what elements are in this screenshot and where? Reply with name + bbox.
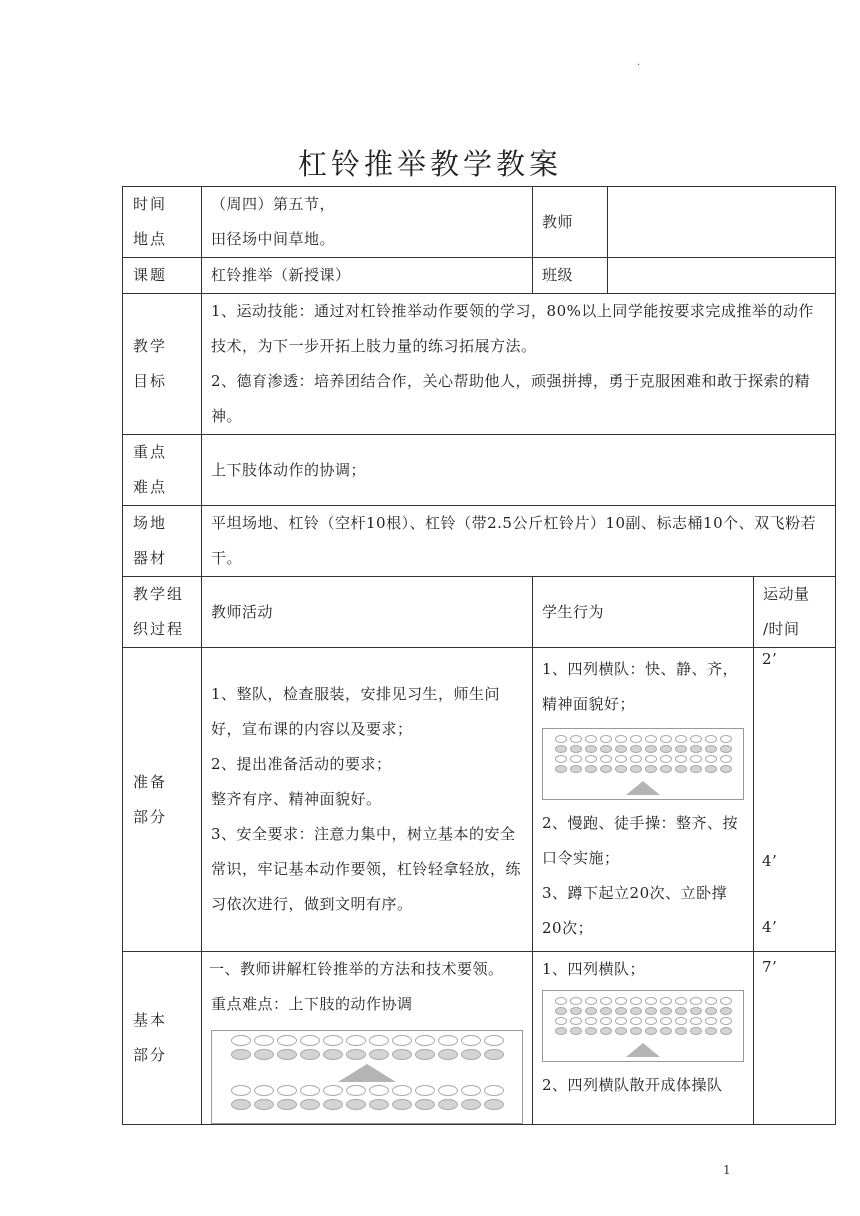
student-marker <box>705 1027 717 1035</box>
student-marker <box>600 755 612 763</box>
student-marker <box>585 1007 597 1015</box>
basic-time-1: 7’ <box>762 958 778 976</box>
class-value <box>608 258 836 294</box>
teacher-value <box>608 187 836 258</box>
student-marker <box>369 1085 389 1096</box>
student-marker <box>705 1017 717 1025</box>
student-marker <box>585 745 597 753</box>
student-marker <box>277 1085 297 1096</box>
student-marker <box>392 1085 412 1096</box>
lesson-plan-table <box>122 186 836 1125</box>
student-marker <box>231 1085 251 1096</box>
student-marker <box>600 765 612 773</box>
student-marker <box>323 1085 343 1096</box>
student-marker <box>555 765 567 773</box>
row-equipment <box>123 506 836 577</box>
student-marker <box>675 765 687 773</box>
class-label: 班级 <box>533 258 608 294</box>
student-marker <box>660 745 672 753</box>
student-marker <box>585 765 597 773</box>
student-marker <box>300 1049 320 1060</box>
student-marker <box>660 765 672 773</box>
student-marker <box>705 755 717 763</box>
student-marker <box>690 997 702 1005</box>
basic-student-behavior: 1、四列横队； 2、四列横队散开成体操队 <box>533 952 754 1125</box>
student-marker <box>600 1017 612 1025</box>
student-marker <box>600 735 612 743</box>
student-marker <box>461 1099 481 1110</box>
student-marker <box>705 1007 717 1015</box>
objectives-value: 1、运动技能：通过对杠铃推举动作要领的学习，80%以上同学能按要求完成推举的动作技术，为下一步开拓上肢力量的练习拓展方法。 2、德育渗透：培养团结合作，关心帮助他人，顽强拼搏，勇于克服困难和敢于探索的精神。 <box>202 294 836 435</box>
teacher-position-marker <box>338 1064 396 1082</box>
student-marker <box>277 1035 297 1046</box>
student-marker <box>645 765 657 773</box>
student-marker <box>690 1007 702 1015</box>
page-number: 1 <box>723 1163 731 1177</box>
teacher-position-marker <box>626 1043 660 1057</box>
student-marker <box>300 1035 320 1046</box>
topic-value: 杠铃推举（新授课） <box>202 258 533 294</box>
row-prep <box>123 648 836 952</box>
student-marker <box>720 1027 732 1035</box>
prep-time-1: 2’ <box>762 650 778 668</box>
student-marker <box>484 1099 504 1110</box>
student-marker <box>645 997 657 1005</box>
teacher-activity-header: 教师活动 <box>202 577 533 648</box>
student-marker <box>630 755 642 763</box>
student-marker <box>630 1007 642 1015</box>
student-marker <box>690 765 702 773</box>
formation-row <box>543 735 743 743</box>
formation-row <box>543 997 743 1005</box>
student-marker <box>690 755 702 763</box>
student-marker <box>300 1099 320 1110</box>
student-marker <box>585 755 597 763</box>
student-marker <box>555 1007 567 1015</box>
formation-row <box>543 1027 743 1035</box>
student-marker <box>645 1027 657 1035</box>
student-marker <box>630 1027 642 1035</box>
student-marker <box>484 1085 504 1096</box>
student-marker <box>570 997 582 1005</box>
student-marker <box>615 1027 627 1035</box>
student-marker <box>369 1035 389 1046</box>
time-place-label: 时间 地点 <box>123 187 202 258</box>
key-points-label: 重点 难点 <box>123 435 202 506</box>
equipment-value: 平坦场地、杠铃（空杆10根）、杠铃（带2.5公斤杠铃片）10副、标志桶10个、双飞粉若干。 <box>202 506 836 577</box>
student-marker <box>660 1027 672 1035</box>
student-marker <box>720 735 732 743</box>
equipment-label: 场地 器材 <box>123 506 202 577</box>
student-marker <box>585 735 597 743</box>
student-marker <box>645 745 657 753</box>
prep-student-behavior: 1、四列横队：快、静、齐，精神面貌好； 2、慢跑、徒手操：整齐、按口令实施； 3、蹲下起立20次、立卧撑20次； <box>533 648 754 952</box>
student-marker <box>645 735 657 743</box>
topic-label: 课题 <box>123 258 202 294</box>
student-marker <box>346 1085 366 1096</box>
teacher-label: 教师 <box>533 187 608 258</box>
student-marker <box>570 1017 582 1025</box>
student-marker <box>438 1099 458 1110</box>
student-marker <box>438 1035 458 1046</box>
student-marker <box>484 1035 504 1046</box>
formation-row <box>543 755 743 763</box>
row-basic <box>123 952 836 1125</box>
basic-times <box>754 952 836 1125</box>
student-marker <box>675 997 687 1005</box>
student-marker <box>600 1027 612 1035</box>
student-marker <box>720 997 732 1005</box>
student-marker <box>555 997 567 1005</box>
student-marker <box>630 765 642 773</box>
student-marker <box>675 1017 687 1025</box>
student-marker <box>323 1049 343 1060</box>
student-marker <box>570 1007 582 1015</box>
row-key-points <box>123 435 836 506</box>
student-marker <box>570 755 582 763</box>
process-header: 教学组 织过程 <box>123 577 202 648</box>
student-marker <box>555 735 567 743</box>
header-mark: · <box>637 60 641 71</box>
student-marker <box>615 745 627 753</box>
four-row-formation-diagram <box>542 728 744 800</box>
student-marker <box>555 1017 567 1025</box>
student-marker <box>570 765 582 773</box>
student-marker <box>570 1027 582 1035</box>
prep-label: 准备 部分 <box>123 648 202 952</box>
student-marker <box>369 1049 389 1060</box>
student-marker <box>415 1099 435 1110</box>
student-marker <box>705 735 717 743</box>
student-marker <box>570 735 582 743</box>
objectives-label: 教学 目标 <box>123 294 202 435</box>
row-objectives <box>123 294 836 435</box>
student-marker <box>720 745 732 753</box>
teaching-formation-diagram <box>211 1030 523 1124</box>
student-marker <box>585 1017 597 1025</box>
student-marker <box>660 1017 672 1025</box>
student-marker <box>555 755 567 763</box>
student-marker <box>231 1049 251 1060</box>
student-marker <box>615 765 627 773</box>
page-title: 杠铃推举教学教案 <box>297 147 562 181</box>
student-marker <box>615 1017 627 1025</box>
student-marker <box>570 745 582 753</box>
student-marker <box>231 1035 251 1046</box>
student-marker <box>277 1049 297 1060</box>
student-marker <box>660 997 672 1005</box>
student-marker <box>254 1099 274 1110</box>
student-marker <box>438 1085 458 1096</box>
student-marker <box>600 1007 612 1015</box>
student-marker <box>720 765 732 773</box>
student-marker <box>300 1085 320 1096</box>
student-marker <box>277 1099 297 1110</box>
student-marker <box>438 1049 458 1060</box>
student-marker <box>645 755 657 763</box>
student-marker <box>369 1099 389 1110</box>
teacher-position-marker <box>626 781 660 795</box>
student-marker <box>720 1007 732 1015</box>
student-marker <box>615 1007 627 1015</box>
student-marker <box>231 1099 251 1110</box>
student-marker <box>415 1035 435 1046</box>
basic-teacher-activity: 一、教师讲解杠铃推举的方法和技术要领。 重点难点：上下肢的动作协调 <box>202 952 533 1125</box>
student-marker <box>415 1049 435 1060</box>
student-marker <box>254 1085 274 1096</box>
student-marker <box>675 735 687 743</box>
basic-label: 基本 部分 <box>123 952 202 1125</box>
student-marker <box>346 1099 366 1110</box>
student-marker <box>690 1027 702 1035</box>
student-marker <box>392 1099 412 1110</box>
student-marker <box>690 745 702 753</box>
load-time-header: 运动量 /时间 <box>754 577 836 648</box>
student-marker <box>254 1049 274 1060</box>
formation-row <box>212 1099 522 1110</box>
student-marker <box>615 735 627 743</box>
formation-row <box>212 1049 522 1060</box>
student-marker <box>555 1027 567 1035</box>
student-marker <box>705 997 717 1005</box>
student-marker <box>690 1017 702 1025</box>
student-marker <box>660 1007 672 1015</box>
student-marker <box>323 1035 343 1046</box>
student-marker <box>555 745 567 753</box>
formation-row <box>543 1007 743 1015</box>
student-marker <box>461 1049 481 1060</box>
formation-row <box>212 1085 522 1096</box>
student-marker <box>630 745 642 753</box>
student-marker <box>690 735 702 743</box>
student-marker <box>615 997 627 1005</box>
student-marker <box>600 745 612 753</box>
student-marker <box>630 1017 642 1025</box>
prep-teacher-activity: 1、整队，检查服装，安排见习生，师生问好，宣布课的内容以及要求； 2、提出准备活动的要求； 整齐有序、精神面貌好。 3、安全要求：注意力集中，树立基本的安全常识，牢记基本动作要领，杠铃轻拿轻放，练习依次进行，做到文明有序。 <box>202 648 533 952</box>
prep-time-2: 4’ <box>762 852 778 870</box>
student-marker <box>615 755 627 763</box>
prep-times <box>754 648 836 952</box>
student-marker <box>660 755 672 763</box>
student-marker <box>630 735 642 743</box>
student-marker <box>484 1049 504 1060</box>
student-marker <box>585 1027 597 1035</box>
student-marker <box>630 997 642 1005</box>
student-behavior-header: 学生行为 <box>533 577 754 648</box>
student-marker <box>645 1017 657 1025</box>
student-marker <box>675 1007 687 1015</box>
student-marker <box>720 755 732 763</box>
student-marker <box>675 745 687 753</box>
row-column-headers <box>123 577 836 648</box>
student-marker <box>705 765 717 773</box>
student-marker <box>720 1017 732 1025</box>
student-marker <box>461 1035 481 1046</box>
formation-row <box>543 1017 743 1025</box>
student-marker <box>346 1035 366 1046</box>
time-place-value: （周四）第五节， 田径场中间草地。 <box>202 187 533 258</box>
student-marker <box>346 1049 366 1060</box>
student-marker <box>660 735 672 743</box>
prep-time-3: 4’ <box>762 918 778 936</box>
student-marker <box>675 755 687 763</box>
student-marker <box>675 1027 687 1035</box>
formation-row <box>212 1035 522 1046</box>
student-marker <box>461 1085 481 1096</box>
student-marker <box>392 1035 412 1046</box>
formation-row <box>543 745 743 753</box>
student-marker <box>415 1085 435 1096</box>
student-marker <box>585 997 597 1005</box>
student-marker <box>392 1049 412 1060</box>
row-topic <box>123 258 836 294</box>
student-marker <box>323 1099 343 1110</box>
formation-row <box>543 765 743 773</box>
row-time-place <box>123 187 836 258</box>
student-marker <box>705 745 717 753</box>
four-row-formation-diagram <box>542 990 744 1062</box>
student-marker <box>645 1007 657 1015</box>
student-marker <box>254 1035 274 1046</box>
student-marker <box>600 997 612 1005</box>
key-points-value: 上下肢体动作的协调； <box>202 435 836 506</box>
